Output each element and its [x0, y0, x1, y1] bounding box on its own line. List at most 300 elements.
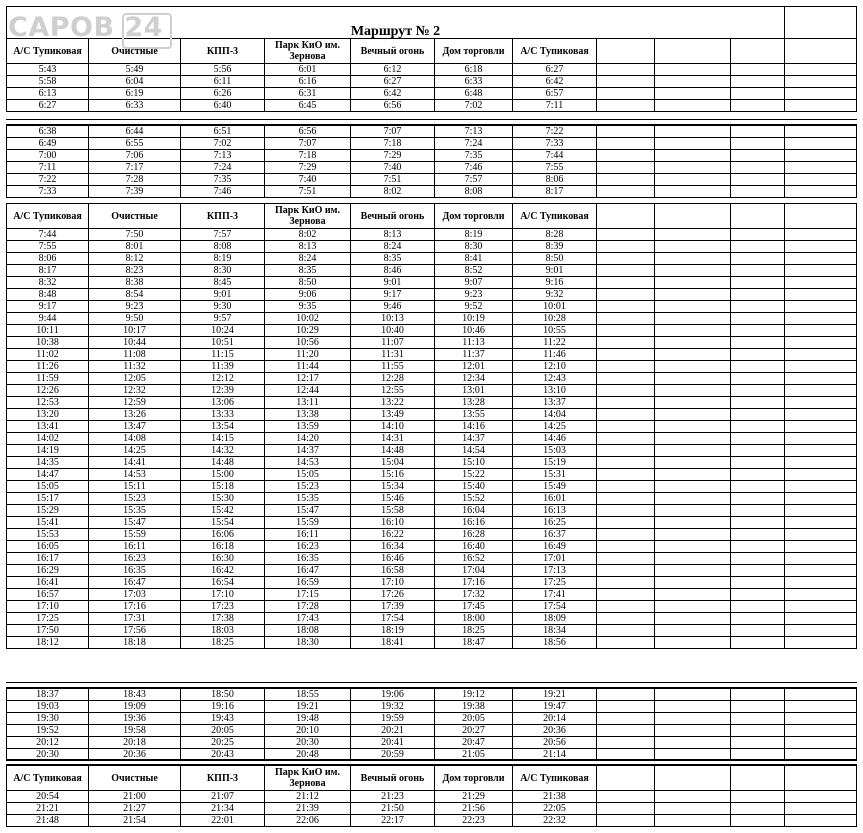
table-row — [7, 100, 857, 112]
empty-cell — [731, 39, 785, 64]
empty-cell — [731, 766, 785, 791]
time-cell: 9:46 — [351, 301, 435, 313]
time-cell: 9:07 — [435, 277, 513, 289]
time-cell: 9:17 — [7, 301, 89, 313]
time-cell: 19:47 — [513, 701, 597, 713]
time-cell: 15:22 — [435, 469, 513, 481]
time-cell: 17:10 — [351, 577, 435, 589]
time-cell: 6:13 — [7, 88, 89, 100]
table-row — [7, 385, 857, 397]
time-cell: 7:57 — [181, 229, 265, 241]
time-cell: 7:39 — [89, 186, 181, 198]
time-cell: 12:12 — [181, 373, 265, 385]
time-cell: 16:49 — [513, 541, 597, 553]
time-cell: 14:19 — [7, 445, 89, 457]
empty-cell — [731, 613, 785, 625]
time-cell: 8:17 — [513, 186, 597, 198]
time-cell: 18:25 — [435, 625, 513, 637]
time-cell: 19:36 — [89, 713, 181, 725]
column-header: А/С Тупиковая — [7, 766, 89, 791]
time-cell: 15:34 — [351, 481, 435, 493]
empty-cell — [597, 150, 655, 162]
time-cell: 17:56 — [89, 625, 181, 637]
time-cell: 8:17 — [7, 265, 89, 277]
table-row — [7, 64, 857, 76]
empty-cell — [731, 541, 785, 553]
empty-cell — [597, 409, 655, 421]
empty-cell — [597, 589, 655, 601]
time-cell: 7:33 — [513, 138, 597, 150]
time-cell: 15:23 — [89, 493, 181, 505]
time-cell: 22:32 — [513, 815, 597, 827]
time-cell: 11:39 — [181, 361, 265, 373]
table-row — [7, 613, 857, 625]
empty-cell — [597, 725, 655, 737]
time-cell: 8:54 — [89, 289, 181, 301]
empty-cell — [597, 481, 655, 493]
empty-cell — [597, 701, 655, 713]
time-cell: 11:55 — [351, 361, 435, 373]
empty-cell — [597, 385, 655, 397]
time-cell: 15:46 — [351, 493, 435, 505]
time-cell: 18:25 — [181, 637, 265, 649]
empty-cell — [597, 766, 655, 791]
time-cell: 18:41 — [351, 637, 435, 649]
empty-cell — [655, 553, 731, 565]
empty-cell — [731, 361, 785, 373]
time-cell: 15:59 — [265, 517, 351, 529]
column-header: Очистные — [89, 766, 181, 791]
time-cell: 6:42 — [351, 88, 435, 100]
time-cell: 10:28 — [513, 313, 597, 325]
time-cell: 10:40 — [351, 325, 435, 337]
time-cell: 21:54 — [89, 815, 181, 827]
empty-cell — [785, 749, 857, 761]
time-cell: 12:10 — [513, 361, 597, 373]
time-cell: 16:42 — [181, 565, 265, 577]
empty-cell — [731, 277, 785, 289]
empty-cell — [731, 493, 785, 505]
time-cell: 16:37 — [513, 529, 597, 541]
column-header: А/С Тупиковая — [513, 766, 597, 791]
time-cell: 18:30 — [265, 637, 351, 649]
empty-cell — [785, 445, 857, 457]
time-cell: 16:16 — [435, 517, 513, 529]
time-cell: 15:35 — [89, 505, 181, 517]
time-cell: 16:34 — [351, 541, 435, 553]
time-cell: 19:03 — [7, 701, 89, 713]
time-cell: 21:23 — [351, 791, 435, 803]
time-cell: 15:49 — [513, 481, 597, 493]
time-cell: 15:00 — [181, 469, 265, 481]
time-cell: 14:16 — [435, 421, 513, 433]
empty-cell — [731, 313, 785, 325]
empty-cell — [597, 76, 655, 88]
time-cell: 16:11 — [265, 529, 351, 541]
time-cell: 9:23 — [435, 289, 513, 301]
time-cell: 14:35 — [7, 457, 89, 469]
time-cell: 14:37 — [265, 445, 351, 457]
table-row — [7, 457, 857, 469]
time-cell: 8:30 — [181, 265, 265, 277]
empty-cell — [785, 361, 857, 373]
time-cell: 14:46 — [513, 433, 597, 445]
column-header: Парк КиО им. Зернова — [265, 766, 351, 791]
empty-cell — [597, 325, 655, 337]
time-cell: 19:48 — [265, 713, 351, 725]
empty-cell — [785, 541, 857, 553]
time-cell: 15:47 — [89, 517, 181, 529]
empty-cell — [785, 241, 857, 253]
empty-cell — [597, 529, 655, 541]
time-cell: 9:16 — [513, 277, 597, 289]
empty-cell — [785, 277, 857, 289]
column-header: КПП-3 — [181, 204, 265, 229]
empty-cell — [655, 565, 731, 577]
empty-cell — [655, 457, 731, 469]
empty-cell — [731, 337, 785, 349]
time-cell: 15:58 — [351, 505, 435, 517]
time-cell: 16:47 — [265, 565, 351, 577]
time-cell: 16:30 — [181, 553, 265, 565]
time-cell: 9:06 — [265, 289, 351, 301]
time-cell: 12:39 — [181, 385, 265, 397]
time-cell: 11:02 — [7, 349, 89, 361]
time-cell: 9:35 — [265, 301, 351, 313]
empty-cell — [731, 100, 785, 112]
time-cell: 18:09 — [513, 613, 597, 625]
time-cell: 21:12 — [265, 791, 351, 803]
time-cell: 7:18 — [265, 150, 351, 162]
time-cell: 16:58 — [351, 565, 435, 577]
time-cell: 21:21 — [7, 803, 89, 815]
empty-cell — [731, 713, 785, 725]
empty-cell — [655, 803, 731, 815]
empty-cell — [731, 373, 785, 385]
empty-cell — [597, 803, 655, 815]
table-row — [7, 529, 857, 541]
empty-cell — [785, 373, 857, 385]
time-cell: 16:06 — [181, 529, 265, 541]
time-cell: 20:47 — [435, 737, 513, 749]
time-cell: 16:59 — [265, 577, 351, 589]
table-row — [7, 126, 857, 138]
empty-cell — [597, 186, 655, 198]
time-cell: 7:51 — [265, 186, 351, 198]
time-cell: 6:16 — [265, 76, 351, 88]
empty-cell — [655, 701, 731, 713]
empty-cell — [655, 791, 731, 803]
table-row — [7, 565, 857, 577]
empty-cell — [655, 541, 731, 553]
empty-cell — [655, 349, 731, 361]
empty-cell — [785, 505, 857, 517]
time-cell: 18:55 — [265, 689, 351, 701]
empty-cell — [597, 289, 655, 301]
empty-cell — [597, 541, 655, 553]
time-cell: 13:41 — [7, 421, 89, 433]
time-cell: 12:26 — [7, 385, 89, 397]
column-header: Парк КиО им. Зернова — [265, 204, 351, 229]
empty-cell — [785, 803, 857, 815]
empty-cell — [785, 39, 857, 64]
empty-cell — [731, 385, 785, 397]
time-cell: 6:27 — [351, 76, 435, 88]
time-cell: 15:53 — [7, 529, 89, 541]
time-cell: 19:32 — [351, 701, 435, 713]
schedule-block — [6, 688, 857, 761]
empty-cell — [655, 361, 731, 373]
time-cell: 9:17 — [351, 289, 435, 301]
time-cell: 8:35 — [351, 253, 435, 265]
empty-cell — [655, 469, 731, 481]
empty-cell — [655, 689, 731, 701]
time-cell: 13:20 — [7, 409, 89, 421]
empty-cell — [785, 349, 857, 361]
table-row — [7, 541, 857, 553]
table-row — [7, 337, 857, 349]
time-cell: 10:02 — [265, 313, 351, 325]
empty-cell — [655, 517, 731, 529]
empty-cell — [597, 397, 655, 409]
empty-cell — [655, 737, 731, 749]
time-cell: 6:01 — [265, 64, 351, 76]
time-cell: 21:14 — [513, 749, 597, 761]
empty-cell — [597, 469, 655, 481]
time-cell: 21:05 — [435, 749, 513, 761]
column-header: А/С Тупиковая — [513, 39, 597, 64]
time-cell: 17:26 — [351, 589, 435, 601]
column-header: Очистные — [89, 39, 181, 64]
empty-cell — [597, 241, 655, 253]
time-cell: 20:21 — [351, 725, 435, 737]
time-cell: 13:47 — [89, 421, 181, 433]
time-cell: 7:07 — [265, 138, 351, 150]
time-cell: 21:50 — [351, 803, 435, 815]
time-cell: 16:40 — [435, 541, 513, 553]
header-row — [7, 766, 857, 791]
time-cell: 6:19 — [89, 88, 181, 100]
empty-cell — [655, 88, 731, 100]
time-cell: 12:43 — [513, 373, 597, 385]
empty-cell — [785, 577, 857, 589]
empty-cell — [655, 815, 731, 827]
time-cell: 14:31 — [351, 433, 435, 445]
time-cell: 10:55 — [513, 325, 597, 337]
schedule-block — [6, 125, 857, 198]
time-cell: 5:56 — [181, 64, 265, 76]
time-cell: 6:27 — [513, 64, 597, 76]
empty-cell — [731, 505, 785, 517]
time-cell: 21:34 — [181, 803, 265, 815]
header-row — [7, 204, 857, 229]
empty-cell — [655, 204, 731, 229]
empty-cell — [655, 397, 731, 409]
time-cell: 17:28 — [265, 601, 351, 613]
time-cell: 16:35 — [265, 553, 351, 565]
time-cell: 15:47 — [265, 505, 351, 517]
time-cell: 13:55 — [435, 409, 513, 421]
time-cell: 16:18 — [181, 541, 265, 553]
time-cell: 16:47 — [89, 577, 181, 589]
empty-cell — [597, 349, 655, 361]
empty-cell — [655, 433, 731, 445]
time-cell: 11:46 — [513, 349, 597, 361]
time-cell: 7:50 — [89, 229, 181, 241]
time-cell: 16:29 — [7, 565, 89, 577]
time-cell: 20:48 — [265, 749, 351, 761]
empty-cell — [731, 349, 785, 361]
time-cell: 21:56 — [435, 803, 513, 815]
time-cell: 8:30 — [435, 241, 513, 253]
time-cell: 15:52 — [435, 493, 513, 505]
time-cell: 7:02 — [181, 138, 265, 150]
time-cell: 15:03 — [513, 445, 597, 457]
time-cell: 12:55 — [351, 385, 435, 397]
table-row — [7, 445, 857, 457]
empty-cell — [597, 301, 655, 313]
time-cell: 8:08 — [435, 186, 513, 198]
empty-cell — [655, 313, 731, 325]
column-header: Дом торговли — [435, 39, 513, 64]
empty-cell — [655, 613, 731, 625]
time-cell: 16:01 — [513, 493, 597, 505]
empty-cell — [597, 737, 655, 749]
time-cell: 17:15 — [265, 589, 351, 601]
time-cell: 12:53 — [7, 397, 89, 409]
time-cell: 18:34 — [513, 625, 597, 637]
empty-cell — [655, 229, 731, 241]
time-cell: 7:11 — [513, 100, 597, 112]
time-cell: 12:44 — [265, 385, 351, 397]
time-cell: 17:45 — [435, 601, 513, 613]
time-cell: 8:06 — [7, 253, 89, 265]
time-cell: 17:23 — [181, 601, 265, 613]
empty-cell — [731, 421, 785, 433]
time-cell: 13:54 — [181, 421, 265, 433]
empty-cell — [655, 421, 731, 433]
empty-cell — [731, 803, 785, 815]
time-cell: 7:00 — [7, 150, 89, 162]
time-cell: 10:01 — [513, 301, 597, 313]
time-cell: 20:56 — [513, 737, 597, 749]
empty-cell — [731, 64, 785, 76]
empty-cell — [731, 469, 785, 481]
time-cell: 11:20 — [265, 349, 351, 361]
time-cell: 6:38 — [7, 126, 89, 138]
time-cell: 20:36 — [513, 725, 597, 737]
time-cell: 15:10 — [435, 457, 513, 469]
time-cell: 8:19 — [181, 253, 265, 265]
empty-cell — [785, 815, 857, 827]
time-cell: 18:43 — [89, 689, 181, 701]
time-cell: 8:39 — [513, 241, 597, 253]
empty-cell — [597, 749, 655, 761]
empty-cell — [597, 229, 655, 241]
time-cell: 10:29 — [265, 325, 351, 337]
time-cell: 20:25 — [181, 737, 265, 749]
column-header: Вечный огонь — [351, 39, 435, 64]
empty-cell — [731, 241, 785, 253]
empty-cell — [785, 397, 857, 409]
empty-cell — [655, 481, 731, 493]
empty-cell — [731, 289, 785, 301]
time-cell: 17:04 — [435, 565, 513, 577]
empty-cell — [597, 637, 655, 649]
time-cell: 7:51 — [351, 174, 435, 186]
time-cell: 13:59 — [265, 421, 351, 433]
empty-cell — [785, 493, 857, 505]
time-cell: 17:31 — [89, 613, 181, 625]
time-cell: 7:40 — [351, 162, 435, 174]
time-cell: 9:30 — [181, 301, 265, 313]
empty-cell — [785, 138, 857, 150]
time-cell: 21:39 — [265, 803, 351, 815]
time-cell: 17:13 — [513, 565, 597, 577]
table-row — [7, 713, 857, 725]
time-cell: 17:50 — [7, 625, 89, 637]
empty-cell — [655, 126, 731, 138]
time-cell: 20:05 — [435, 713, 513, 725]
time-cell: 6:56 — [351, 100, 435, 112]
table-row — [7, 433, 857, 445]
empty-cell — [731, 204, 785, 229]
empty-cell — [597, 174, 655, 186]
time-cell: 9:01 — [513, 265, 597, 277]
time-cell: 9:23 — [89, 301, 181, 313]
time-cell: 6:04 — [89, 76, 181, 88]
time-cell: 11:26 — [7, 361, 89, 373]
empty-cell — [731, 701, 785, 713]
time-cell: 16:46 — [351, 553, 435, 565]
empty-cell — [655, 186, 731, 198]
time-cell: 13:37 — [513, 397, 597, 409]
table-row — [7, 469, 857, 481]
time-cell: 21:00 — [89, 791, 181, 803]
table-row — [7, 186, 857, 198]
time-cell: 16:04 — [435, 505, 513, 517]
time-cell: 11:44 — [265, 361, 351, 373]
time-cell: 14:08 — [89, 433, 181, 445]
time-cell: 19:21 — [513, 689, 597, 701]
time-cell: 18:56 — [513, 637, 597, 649]
table-row — [7, 815, 857, 827]
time-cell: 8:28 — [513, 229, 597, 241]
time-cell: 14:37 — [435, 433, 513, 445]
time-cell: 15:35 — [265, 493, 351, 505]
empty-cell — [785, 737, 857, 749]
table-row — [7, 76, 857, 88]
time-cell: 22:01 — [181, 815, 265, 827]
time-cell: 22:23 — [435, 815, 513, 827]
time-cell: 18:00 — [435, 613, 513, 625]
table-row — [7, 637, 857, 649]
time-cell: 19:09 — [89, 701, 181, 713]
time-cell: 7:24 — [181, 162, 265, 174]
time-cell: 22:17 — [351, 815, 435, 827]
time-cell: 20:12 — [7, 737, 89, 749]
empty-cell — [597, 126, 655, 138]
time-cell: 18:19 — [351, 625, 435, 637]
empty-cell — [731, 457, 785, 469]
time-cell: 8:19 — [435, 229, 513, 241]
time-cell: 17:16 — [435, 577, 513, 589]
empty-cell — [655, 150, 731, 162]
empty-cell — [785, 76, 857, 88]
empty-cell — [655, 725, 731, 737]
time-cell: 14:48 — [351, 445, 435, 457]
time-cell: 11:59 — [7, 373, 89, 385]
